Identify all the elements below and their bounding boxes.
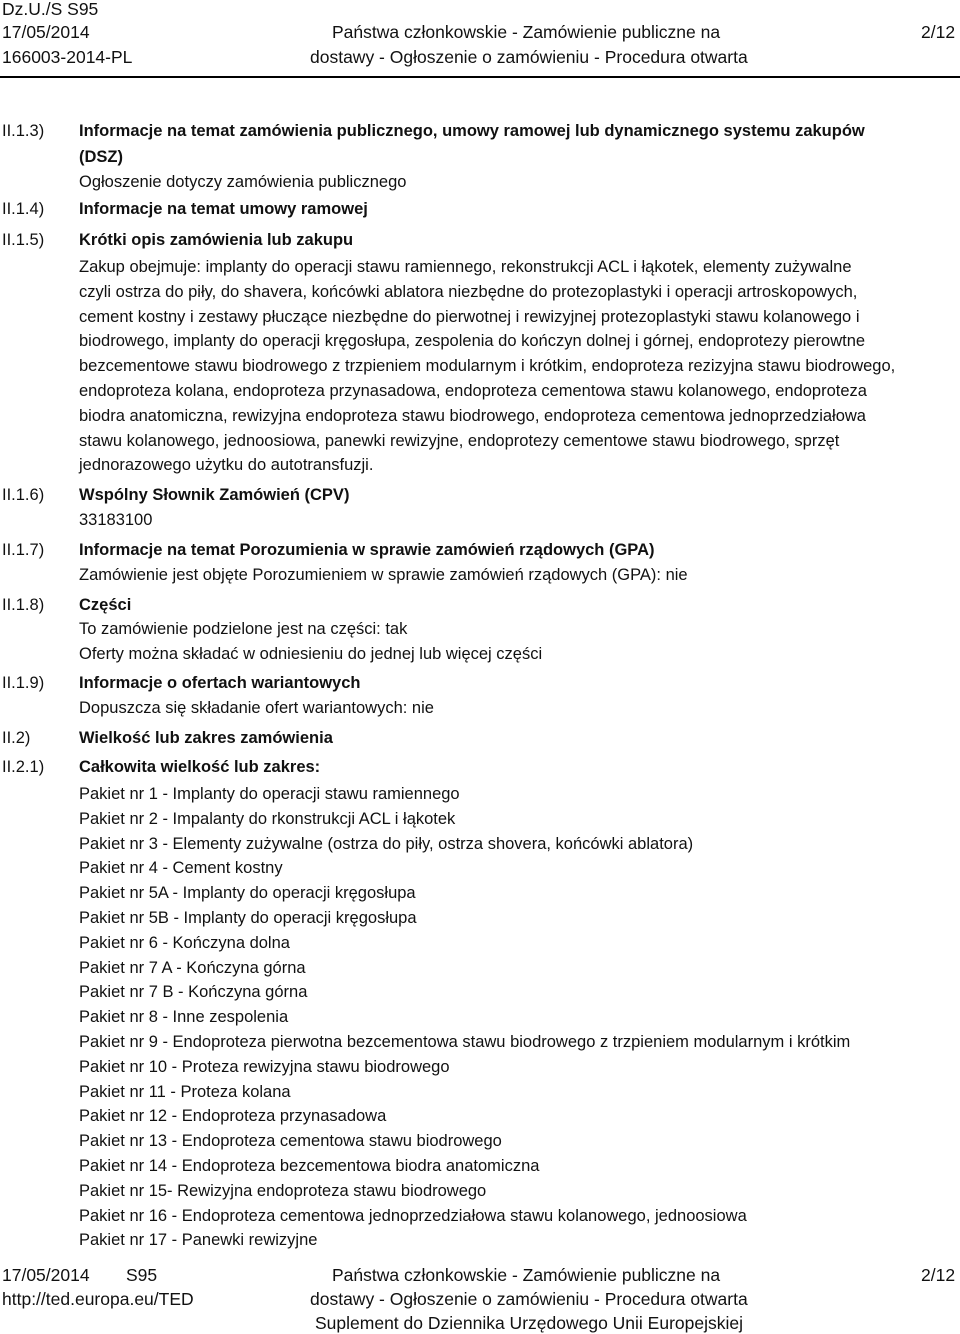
footer-title-line1: Państwa członkowskie - Zamówienie publiczne na (332, 1265, 721, 1285)
section-heading-cpv: Wspólny Słownik Zamówień (CPV) (79, 486, 350, 504)
section-heading-short-description: Krótki opis zamówienia lub zakupu (79, 231, 354, 249)
header-divider (0, 76, 960, 78)
list-item: Pakiet nr 11 - Proteza kolana (79, 1082, 291, 1101)
section-number-ii-1-4: II.1.4) (2, 200, 45, 218)
description-line: czyli ostrza do piły, do shavera, końcówki ablatora niezbędne do protezoplastyki i operacji artroskopowych, (79, 282, 858, 301)
footer-title-line3: Suplement do Dziennika Urzędowego Unii Europejskiej (315, 1313, 744, 1333)
list-item: Pakiet nr 4 - Cement kostny (79, 859, 283, 878)
section-number-ii-1-5: II.1.5) (2, 231, 45, 249)
document-id: 166003-2014-PL (2, 47, 133, 67)
list-item: Pakiet nr 5A - Implanty do operacji kręgosłupa (79, 884, 416, 903)
contract-type-text: Ogłoszenie dotyczy zamówienia publicznego (79, 173, 407, 191)
footer-link[interactable]: http://ted.europa.eu/TED (2, 1289, 194, 1309)
lots-offers-text: Oferty można składać w odniesieniu do jednej lub więcej części (79, 645, 543, 663)
section-heading-variants: Informacje o ofertach wariantowych (79, 674, 361, 692)
list-item: Pakiet nr 13 - Endoproteza cementowa stawu biodrowego (79, 1132, 502, 1151)
section-heading-framework: Informacje na temat umowy ramowej (79, 200, 368, 218)
variants-text: Dopuszcza się składanie ofert wariantowych: nie (79, 699, 434, 717)
header-date: 17/05/2014 (2, 22, 90, 42)
list-item: Pakiet nr 12 - Endoproteza przynasadowa (79, 1107, 387, 1126)
list-item: Pakiet nr 17 - Panewki rewizyjne (79, 1231, 318, 1250)
footer-series: S95 (126, 1265, 158, 1285)
section-heading-contract-info-cont: (DSZ) (79, 148, 123, 166)
footer-page-number: 2/12 (921, 1265, 956, 1285)
section-number-ii-1-6: II.1.6) (2, 486, 45, 504)
section-number-ii-1-7: II.1.7) (2, 541, 45, 559)
footer-date: 17/05/2014 (2, 1265, 90, 1285)
list-item: Pakiet nr 2 - Impalanty do rkonstrukcji ACL i łąkotek (79, 809, 456, 828)
lots-division-text: To zamówienie podzielone jest na części: tak (79, 620, 408, 638)
cpv-code: 33183100 (79, 511, 153, 529)
list-item: Pakiet nr 15- Rewizyjna endoproteza stawu biodrowego (79, 1181, 487, 1200)
journal-ref: Dz.U./S S95 (2, 0, 99, 19)
list-item: Pakiet nr 9 - Endoproteza pierwotna bezcementowa stawu biodrowego z trzpieniem modularnym i krótkim (79, 1032, 851, 1051)
description-line: cement kostny i zestawy płuczące niezbędne do pierwotnej i rewizyjnej protezoplastyki stawu kolanowego i (79, 307, 860, 326)
section-number-ii-1-3: II.1.3) (2, 122, 45, 140)
header-page-number: 2/12 (921, 22, 956, 42)
description-line: endoproteza kolana, endoproteza przynasadowa, endoproteza cementowa stawu kolanowego, endoproteza (79, 381, 867, 400)
list-item: Pakiet nr 7 B - Kończyna górna (79, 983, 308, 1002)
section-number-ii-2: II.2) (2, 729, 31, 747)
list-item: Pakiet nr 7 A - Kończyna górna (79, 958, 306, 977)
header-title-line2: dostawy - Ogłoszenie o zamówieniu - Procedura otwarta (310, 47, 748, 67)
description-line: biodra anatomiczna, rewizyjna endoproteza stawu biodrowego, endoproteza cementowa jednoprzedziałowa (79, 406, 866, 425)
list-item: Pakiet nr 3 - Elementy zużywalne (ostrza do piły, ostrza shovera, końcówki ablatora) (79, 834, 694, 853)
footer-title-line2: dostawy - Ogłoszenie o zamówieniu - Procedura otwarta (310, 1289, 748, 1309)
list-item: Pakiet nr 14 - Endoproteza bezcementowa biodra anatomiczna (79, 1156, 540, 1175)
section-number-ii-1-8: II.1.8) (2, 596, 45, 614)
page-footer (0, 1264, 960, 1334)
header-title-line1: Państwa członkowskie - Zamówienie publiczne na (332, 22, 721, 42)
list-item: Pakiet nr 1 - Implanty do operacji stawu ramiennego (79, 785, 460, 803)
description-line: Zakup obejmuje: implanty do operacji stawu ramiennego, rekonstrukcji ACL i łąkotek, elementy zużywalne (79, 258, 852, 276)
description-line: jednorazowego użytku do autotransfuzji. (79, 456, 374, 475)
section-heading-total-quantity: Całkowita wielkość lub zakres: (79, 758, 321, 776)
page-header (0, 0, 960, 72)
section-heading-scope: Wielkość lub zakres zamówienia (79, 729, 333, 747)
list-item: Pakiet nr 6 - Kończyna dolna (79, 933, 290, 952)
list-item: Pakiet nr 10 - Proteza rewizyjna stawu biodrowego (79, 1057, 450, 1076)
section-number-ii-2-1: II.2.1) (2, 758, 45, 776)
list-item: Pakiet nr 5B - Implanty do operacji kręgosłupa (79, 908, 417, 927)
description-line: bezcementowe stawu biodrowego z trzpieniem modularnym i krótkim, endoproteza rezizyjna stawu biodrowego, (79, 357, 896, 376)
section-heading-lots: Części (79, 596, 132, 614)
list-item: Pakiet nr 8 - Inne zespolenia (79, 1008, 289, 1027)
short-description-paragraph (79, 255, 959, 478)
description-line: biodrowego, implanty do operacji kręgosłupa, zespolenia do kończyn dolnej i górnej, endoprotezy pierowtne (79, 332, 866, 351)
section-heading-contract-info: Informacje na temat zamówienia publicznego, umowy ramowej lub dynamicznego systemu zakupów (79, 122, 865, 140)
description-line: stawu kolanowego, jednoosiowa, panewki rewizyjne, endoprotezy cementowe stawu biodrowego, sprzęt (79, 431, 840, 450)
section-heading-gpa: Informacje na temat Porozumienia w sprawie zamówień rządowych (GPA) (79, 541, 655, 559)
section-number-ii-1-9: II.1.9) (2, 674, 45, 692)
list-item: Pakiet nr 16 - Endoproteza cementowa jednoprzedziałowa stawu kolanowego, jednoosiowa (79, 1206, 747, 1225)
lots-list (79, 782, 850, 1253)
gpa-text: Zamówienie jest objęte Porozumieniem w sprawie zamówień rządowych (GPA): nie (79, 566, 688, 584)
